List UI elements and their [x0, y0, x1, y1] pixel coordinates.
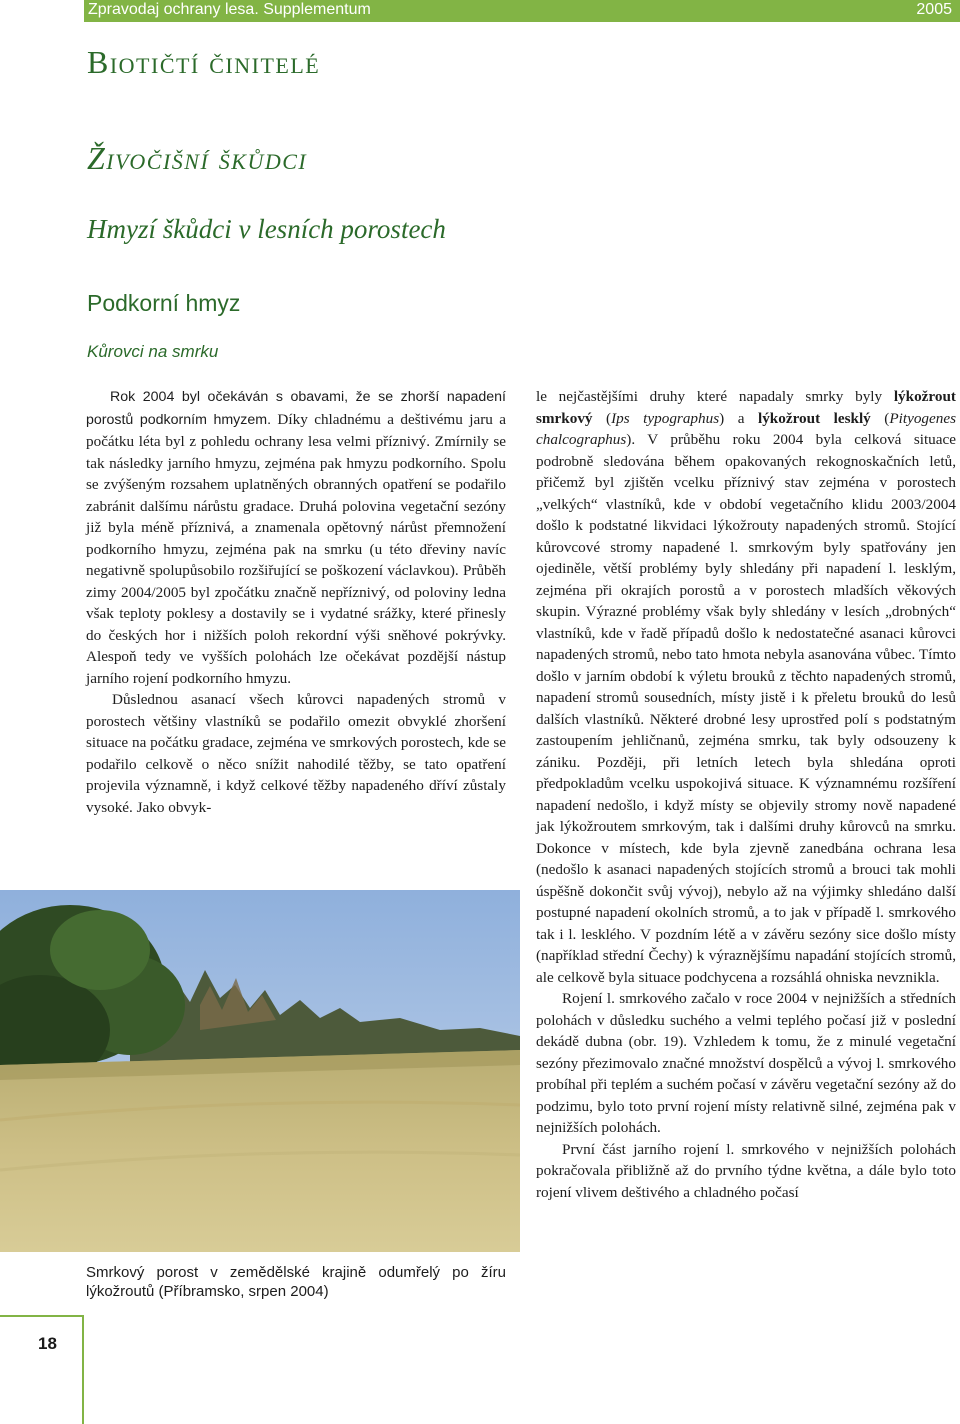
species-text-c: (: [592, 409, 612, 427]
publication-year: 2005: [916, 1, 952, 18]
latin-name-typographus: Ips typographus: [611, 409, 720, 427]
species-text-a: le nejčastějšími druhy které napadaly smrky byly: [536, 388, 894, 405]
species-text-g: (: [870, 409, 890, 427]
section-heading: Biotičtí činitelé: [87, 44, 321, 80]
topic-heading: Podkorní hmyz: [87, 290, 241, 316]
subtopic-heading: Kůrovci na smrku: [87, 342, 219, 361]
page-number: 18: [38, 1334, 57, 1353]
paragraph-intro: [86, 386, 506, 689]
figure-caption: Smrkový porost v zemědělské krajině odumřelý po žíru lýkožroutů (Příbramsko, srpen 2004): [86, 1264, 506, 1300]
species-text-e: ) a: [719, 409, 758, 427]
left-text-column: [86, 386, 506, 818]
paragraph-prvni-cast: První část jarního rojení l. smrkového v nejnižších polohách pokračovala přibližně až do prvního týdne května, a dále bylo toto rojení vlivem deštivého a chladného počasí: [536, 1140, 956, 1201]
paragraph-rojeni: Rojení l. smrkového začalo v roce 2004 v nejnižších a středních polohách v důsledku suchého a velmi teplého počasí již v poslední dekádě dubna (obr. 19). Vzhledem k tomu, že z minulé vegetační sezóny přezimovalo značné množství dospělců a vývoj l. smrkového probíhal při teplém a suchém počasí v závěru vegetační sezóny až do podzimu, bylo toto první rojení místy relativně silné, zejména pak v nejnižších polohách.: [536, 990, 956, 1136]
intro-sans-text: Rok 2004 byl očekáván s obavami, že se zhorší napadení porostů podkorním hmyzem.: [86, 389, 506, 428]
latin-name-chalcographus: Pityogenes chalcographus: [536, 409, 956, 448]
subsection-heading: Živočišní škůdci: [87, 140, 308, 176]
species-text-i: ). V průběhu roku 2004 byla celková situace podrobně sledována během opakovaných rekognoskačních letů, přičemž byl zjištěn vcelku příznivý stav zejména v porostech „velkých“ vlastníků, kde v období vegetačního klidu 2003/2004 došlo k podstatné likvidaci lýkožrouty napadených stromů. Stojící kůrovcové stromy napadené l. smrkovým byly spatřovány jen ojediněle, větší problémy byly shledány při napadení l. lesklým, zejména při okrajích porostů a v porostech mladších věkových skupin. Výrazné problémy však byly shledány v lesích „drobných“ vlastníků, kde v řadě případů došlo k nedostatečné asanaci kůrovci napadených stromů, nebo tato hmota nebyla asanována vůbec. Tímto došlo v jarním období k výletu brouků z těchto napadených stromů, napadení stromů sousedních, místy jistě i k přeletu brouků do lesů dalších vlastníků. Některé drobné lesy uprostřed polí s podstatným zastoupením jehličnanů, zejména smrku, tak byly odsouzeny k zániku. Později, při letních letech byla shledána oproti předpokladům vcelku uspokojivá situace. K významnému rozšíření napadení nedošlo, i když místy se objevily stromy nově napadené jak lýkožroutem smrkovým, tak i dalšími druhy kůrovců na smrku. Dokonce v místech, kde byla zjevně zanedbána ochrana lesa (nedošlo k asanaci napadených stojících stromů a brouci tak mohli úspěšně dokončit svůj vývoj), nebylo až na výjimky shledáno další postupné napadení okolních stromů, a to jak v případě l. smrkového tak i l. lesklého. V pozdním létě a v závěru sezóny sice došlo místy (například střední Čechy) k výraznějšímu napadání stojících stromů, ale celkově byla situace podchycena a rozsáhlá ohniska nevznikla.: [536, 431, 956, 986]
paragraph-asanace: Důslednou asanací všech kůrovci napadených stromů v porostech většiny vlastníků se podařilo omezit obvyklé zhoršení situace na počátku gradace, zejména ve smrkových porostech, kde se podařilo celkově o něco snížit nahodilé těžby, se tato opatření projevila významně, i když celkové těžby napadeného dříví zůstaly vysoké. Jako obvyk-: [86, 691, 506, 816]
species-name-typographus: lýkožrout smrkový: [536, 388, 956, 427]
header-bar: [84, 0, 960, 22]
intro-rest-text: Díky chladnému a deštivému jaru a počátku léta byl z pohledu ochrany lesa velmi příznivý. Zmírnily se tak následky jarního hmyzu, zejména pak hmyzu podkorního. Spolu se zvýšeným rozsahem uplatněných obranných opatření se podařilo zabránit dalšímu nárůstu gradace. Druhá polovina vegetační sezóny již byla méně příznivá, a znamenala opětovný nárůst přemnožení podkorního hmyzu, zejména pak na smrku (u této dřeviny navíc negativně spolupůsobilo rozšiřující se poškození václavkou). Průběh zimy 2004/2005 byl zpočátku značně nepříznivý, od poloviny ledna však teploty poklesy a dostavily se i vydatné srážky, které přinesly do českých hor i nižších poloh rekordní výši sněhové pokrývky. Alespoň tedy ve vyšších polohách lze očekávat pozdější nástup jarního rojení podkorního hmyzu.: [86, 410, 506, 687]
publication-title: Zpravodaj ochrany lesa. Supplementum: [88, 1, 371, 18]
chapter-heading: Hmyzí škůdci v lesních porostech: [87, 214, 446, 244]
page-number-tab: [0, 1315, 84, 1424]
forest-photo: [0, 890, 520, 1252]
right-text-column: [536, 386, 956, 1203]
paragraph-species: [536, 386, 956, 988]
species-name-chalcographus: lýkožrout lesklý: [757, 409, 871, 427]
